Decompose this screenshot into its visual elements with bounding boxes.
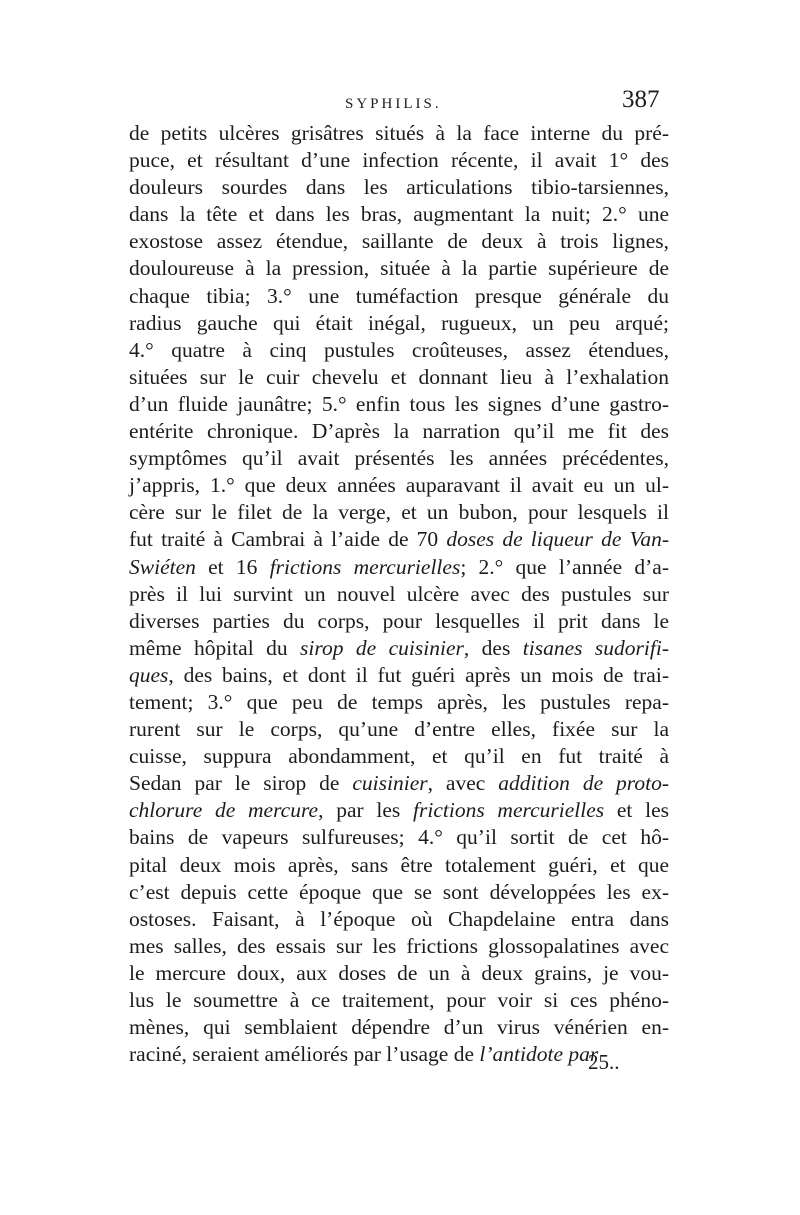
text-run: , des bains, et dont il fut guéri après un mois de trai- [168,662,669,687]
text-line [129,770,669,797]
text-run: lus le soumettre à ce traitement, pour voir si ces phéno- [129,988,669,1012]
text-run: , par les [318,798,414,823]
text-line [129,472,669,499]
text-line [129,743,669,770]
text-line [129,283,669,310]
text-run: j’appris, 1.° que deux années auparavant il avait eu un ul- [129,473,669,498]
text-run: chaque tibia; 3.° une tuméfaction presque générale du [129,283,669,308]
text-run: mes salles, des essais sur les frictions glossopalatines avec [129,933,669,958]
italic-run: Swiéten [129,554,196,579]
italic-run: doses de liqueur de Van- [446,527,669,552]
text-line [129,797,669,824]
italic-run: frictions mercurielles [413,798,605,823]
text-run: , avec [427,771,499,796]
text-run: près il lui survint un nouvel ulcère avec des pustules sur [129,581,669,606]
text-run: Sedan par le sirop de [129,771,353,796]
text-run: bains de vapeurs sulfureuses; 4.° qu’il sortit de cet hô- [129,825,669,850]
text-line [129,987,669,1014]
running-title: SYPHILIS. [345,96,442,112]
text-line [129,662,669,689]
text-line [129,526,669,553]
text-line [129,906,669,933]
text-line [129,255,669,282]
text-run: même hôpital du [129,635,301,660]
text-run: mènes, qui semblaient dépendre d’un virus vénérien en- [129,1015,669,1040]
text-run: symptômes qu’il avait présentés les années précédentes, [129,446,669,471]
signature-mark: 25.. [588,1050,620,1074]
text-line [129,608,669,635]
italic-run: tisanes sudorifi- [522,635,669,660]
text-line [129,418,669,445]
text-line [129,554,669,581]
text-run: douleurs sourdes dans les articulations tibio-tarsiennes, [129,175,669,200]
text-run: et 16 [195,554,270,579]
italic-run: l’antidote par [479,1042,599,1067]
text-line [129,879,669,906]
text-line [129,174,669,201]
italic-run: chlorure de mercure [129,798,319,823]
text-line [129,391,669,418]
text-run: ; 2.° que l’année d’a- [460,554,669,579]
text-line [129,852,669,879]
text-run: cuisse, suppura abondamment, et qu’il en fut traité à [129,744,669,769]
text-line [129,824,669,851]
text-run: exostose assez étendue, saillante de deux à trois lignes, [129,229,669,254]
text-run: le mercure doux, aux doses de un à deux grains, je vou- [129,960,669,985]
italic-run: cuisinier [352,771,428,796]
text-run: tement; 3.° que peu de temps après, les pustules repa- [129,689,669,714]
text-run: fut traité à Cambrai à l’aide de 70 [129,527,447,552]
text-line [129,689,669,716]
text-line [129,933,669,960]
text-run: 4.° quatre à cinq pustules croûteuses, assez étendues, [129,337,669,362]
text-line [129,201,669,228]
text-run: c’est depuis cette époque que se sont développées les ex- [129,879,669,904]
text-line [129,120,669,147]
text-run: raciné, seraient améliorés par l’usage de [129,1042,480,1067]
italic-run: ques [129,662,169,687]
text-run: entérite chronique. D’après la narration qu’il me fit des [129,419,669,444]
text-line [129,581,669,608]
text-line [129,310,669,337]
text-line [129,228,669,255]
text-line [129,445,669,472]
page-number: 387 [622,86,660,113]
body-text [129,120,669,1068]
text-run: et les [604,798,669,823]
text-run: cère sur le filet de la verge, et un bubon, pour lesquels il [129,500,669,525]
italic-run: addition de proto- [498,771,669,796]
text-run: de petits ulcères grisâtres situés à la face interne du pré- [129,121,669,145]
text-line [129,1014,669,1041]
text-run: situées sur le cuir chevelu et donnant lieu à l’exhalation [129,364,669,389]
text-line [129,499,669,526]
italic-run: frictions mercurielles [269,554,461,579]
text-run: d’un fluide jaunâtre; 5.° enfin tous les signes d’une gastro- [129,391,669,416]
text-line [129,635,669,662]
text-run: pital deux mois après, sans être totalement guéri, et que [129,852,669,877]
text-run: ostoses. Faisant, à l’époque où Chapdelaine entra dans [129,906,669,931]
text-run: douloureuse à la pression, située à la partie supérieure de [129,256,669,281]
text-run: dans la tête et dans les bras, augmentant la nuit; 2.° une [129,202,669,227]
text-line [129,147,669,174]
text-run: rurent sur le corps, qu’une d’entre elles, fixée sur la [129,717,669,742]
text-run: diverses parties du corps, pour lesquelles il prit dans le [129,608,669,633]
text-run: , des [463,635,523,660]
text-line [129,960,669,987]
text-line [129,337,669,364]
italic-run: sirop de cuisinier [300,635,464,660]
text-run: radius gauche qui était inégal, rugueux, un peu arqué; [129,310,669,335]
text-run: puce, et résultant d’une infection récente, il avait 1° des [129,148,669,173]
text-line [129,364,669,391]
text-line [129,716,669,743]
